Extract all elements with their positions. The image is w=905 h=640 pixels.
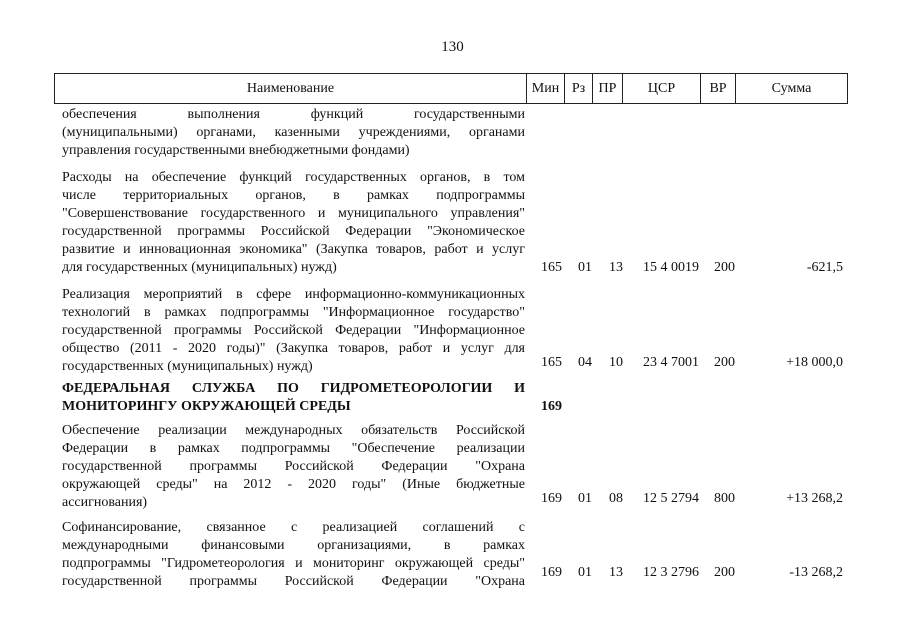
name-line: Федерации в рамках подпрограммы "Обеспечение реализации bbox=[62, 441, 525, 456]
cell-rz: 01 bbox=[578, 565, 592, 580]
cell-rz: 01 bbox=[578, 491, 592, 506]
name-line: государственной программы Российской Федерации "Информационное bbox=[62, 323, 525, 338]
name-line: государственной программы Российской Федерации "Охрана bbox=[62, 459, 525, 474]
cell-min: 169 bbox=[541, 399, 562, 414]
cell-pr: 08 bbox=[609, 491, 623, 506]
cell-min: 165 bbox=[541, 260, 562, 275]
cell-sum: +13 268,2 bbox=[786, 491, 843, 506]
name-line: государственных (муниципальных) нужд) bbox=[62, 359, 313, 374]
name-line: управления государственными внебюджетными фондами) bbox=[62, 143, 410, 158]
name-line: Расходы на обеспечение функций государственных органов, в том bbox=[62, 170, 525, 185]
name-line: Реализация мероприятий в сфере информационно-коммуникационных bbox=[62, 287, 525, 302]
name-line: технологий в рамках подпрограммы "Информационное государство" bbox=[62, 305, 525, 320]
column-header-sum: Сумма bbox=[735, 74, 847, 103]
column-header-pr: ПР bbox=[592, 74, 622, 103]
cell-sum: +18 000,0 bbox=[786, 355, 843, 370]
cell-pr: 13 bbox=[609, 260, 623, 275]
cell-min: 165 bbox=[541, 355, 562, 370]
cell-vr: 200 bbox=[714, 355, 735, 370]
column-header-min: Мин bbox=[526, 74, 564, 103]
name-line: государственной программы Российской Федерации "Охрана bbox=[62, 574, 525, 589]
cell-rz: 01 bbox=[578, 260, 592, 275]
name-line: международными финансовыми организациями, в рамках bbox=[62, 538, 525, 553]
column-header-name: Наименование bbox=[246, 80, 335, 96]
name-line: государственной программы Российской Федерации "Экономическое bbox=[62, 224, 525, 239]
cell-sum: -13 268,2 bbox=[789, 565, 843, 580]
name-line: для государственных (муниципальных) нужд) bbox=[62, 260, 337, 275]
name-line: развитие и инновационная экономика" (Закупка товаров, работ и услуг bbox=[62, 242, 525, 257]
name-line: подпрограммы "Гидрометеорология и мониторинг окружающей среды" bbox=[62, 556, 525, 571]
name-line: окружающей среды" на 2012 - 2020 годы" (Иные бюджетные bbox=[62, 477, 525, 492]
table-header bbox=[54, 73, 848, 104]
name-line: "Совершенствование государственного и муниципального управления" bbox=[62, 206, 525, 221]
cell-vr: 200 bbox=[714, 260, 735, 275]
table-row-name bbox=[62, 519, 525, 591]
cell-rz: 04 bbox=[578, 355, 592, 370]
name-line: Обеспечение реализации международных обязательств Российской bbox=[62, 423, 525, 438]
cell-vr: 200 bbox=[714, 565, 735, 580]
table-row-name bbox=[62, 169, 525, 277]
cell-min: 169 bbox=[541, 565, 562, 580]
column-header-rz: Рз bbox=[564, 74, 592, 103]
table-row-name bbox=[62, 286, 525, 376]
name-line: ассигнования) bbox=[62, 495, 148, 510]
section-heading bbox=[62, 380, 525, 416]
cell-pr: 13 bbox=[609, 565, 623, 580]
cell-csr: 15 4 0019 bbox=[643, 260, 699, 275]
cell-csr: 12 5 2794 bbox=[643, 491, 699, 506]
name-line: МОНИТОРИНГУ ОКРУЖАЮЩЕЙ СРЕДЫ bbox=[62, 399, 351, 414]
name-line: числе территориальных органов, в рамках подпрограммы bbox=[62, 188, 525, 203]
cell-vr: 800 bbox=[714, 491, 735, 506]
name-line: (муниципальными) органами, казенными учреждениями, органами bbox=[62, 125, 525, 140]
cell-csr: 12 3 2796 bbox=[643, 565, 699, 580]
table-row-name bbox=[62, 106, 525, 160]
cell-pr: 10 bbox=[609, 355, 623, 370]
table-row-name bbox=[62, 422, 525, 512]
page-number: 130 bbox=[441, 39, 464, 55]
column-header-vr: ВР bbox=[700, 74, 735, 103]
name-line: обеспечения выполнения функций государственными bbox=[62, 107, 525, 122]
name-line: ФЕДЕРАЛЬНАЯ СЛУЖБА ПО ГИДРОМЕТЕОРОЛОГИИ И bbox=[62, 381, 525, 396]
name-line: общество (2011 - 2020 годы)" (Закупка товаров, работ и услуг для bbox=[62, 341, 525, 356]
cell-sum: -621,5 bbox=[806, 260, 843, 275]
name-line: Софинансирование, связанное с реализацией соглашений с bbox=[62, 520, 525, 535]
cell-csr: 23 4 7001 bbox=[643, 355, 699, 370]
column-header-csr: ЦСР bbox=[622, 74, 700, 103]
cell-min: 169 bbox=[541, 491, 562, 506]
